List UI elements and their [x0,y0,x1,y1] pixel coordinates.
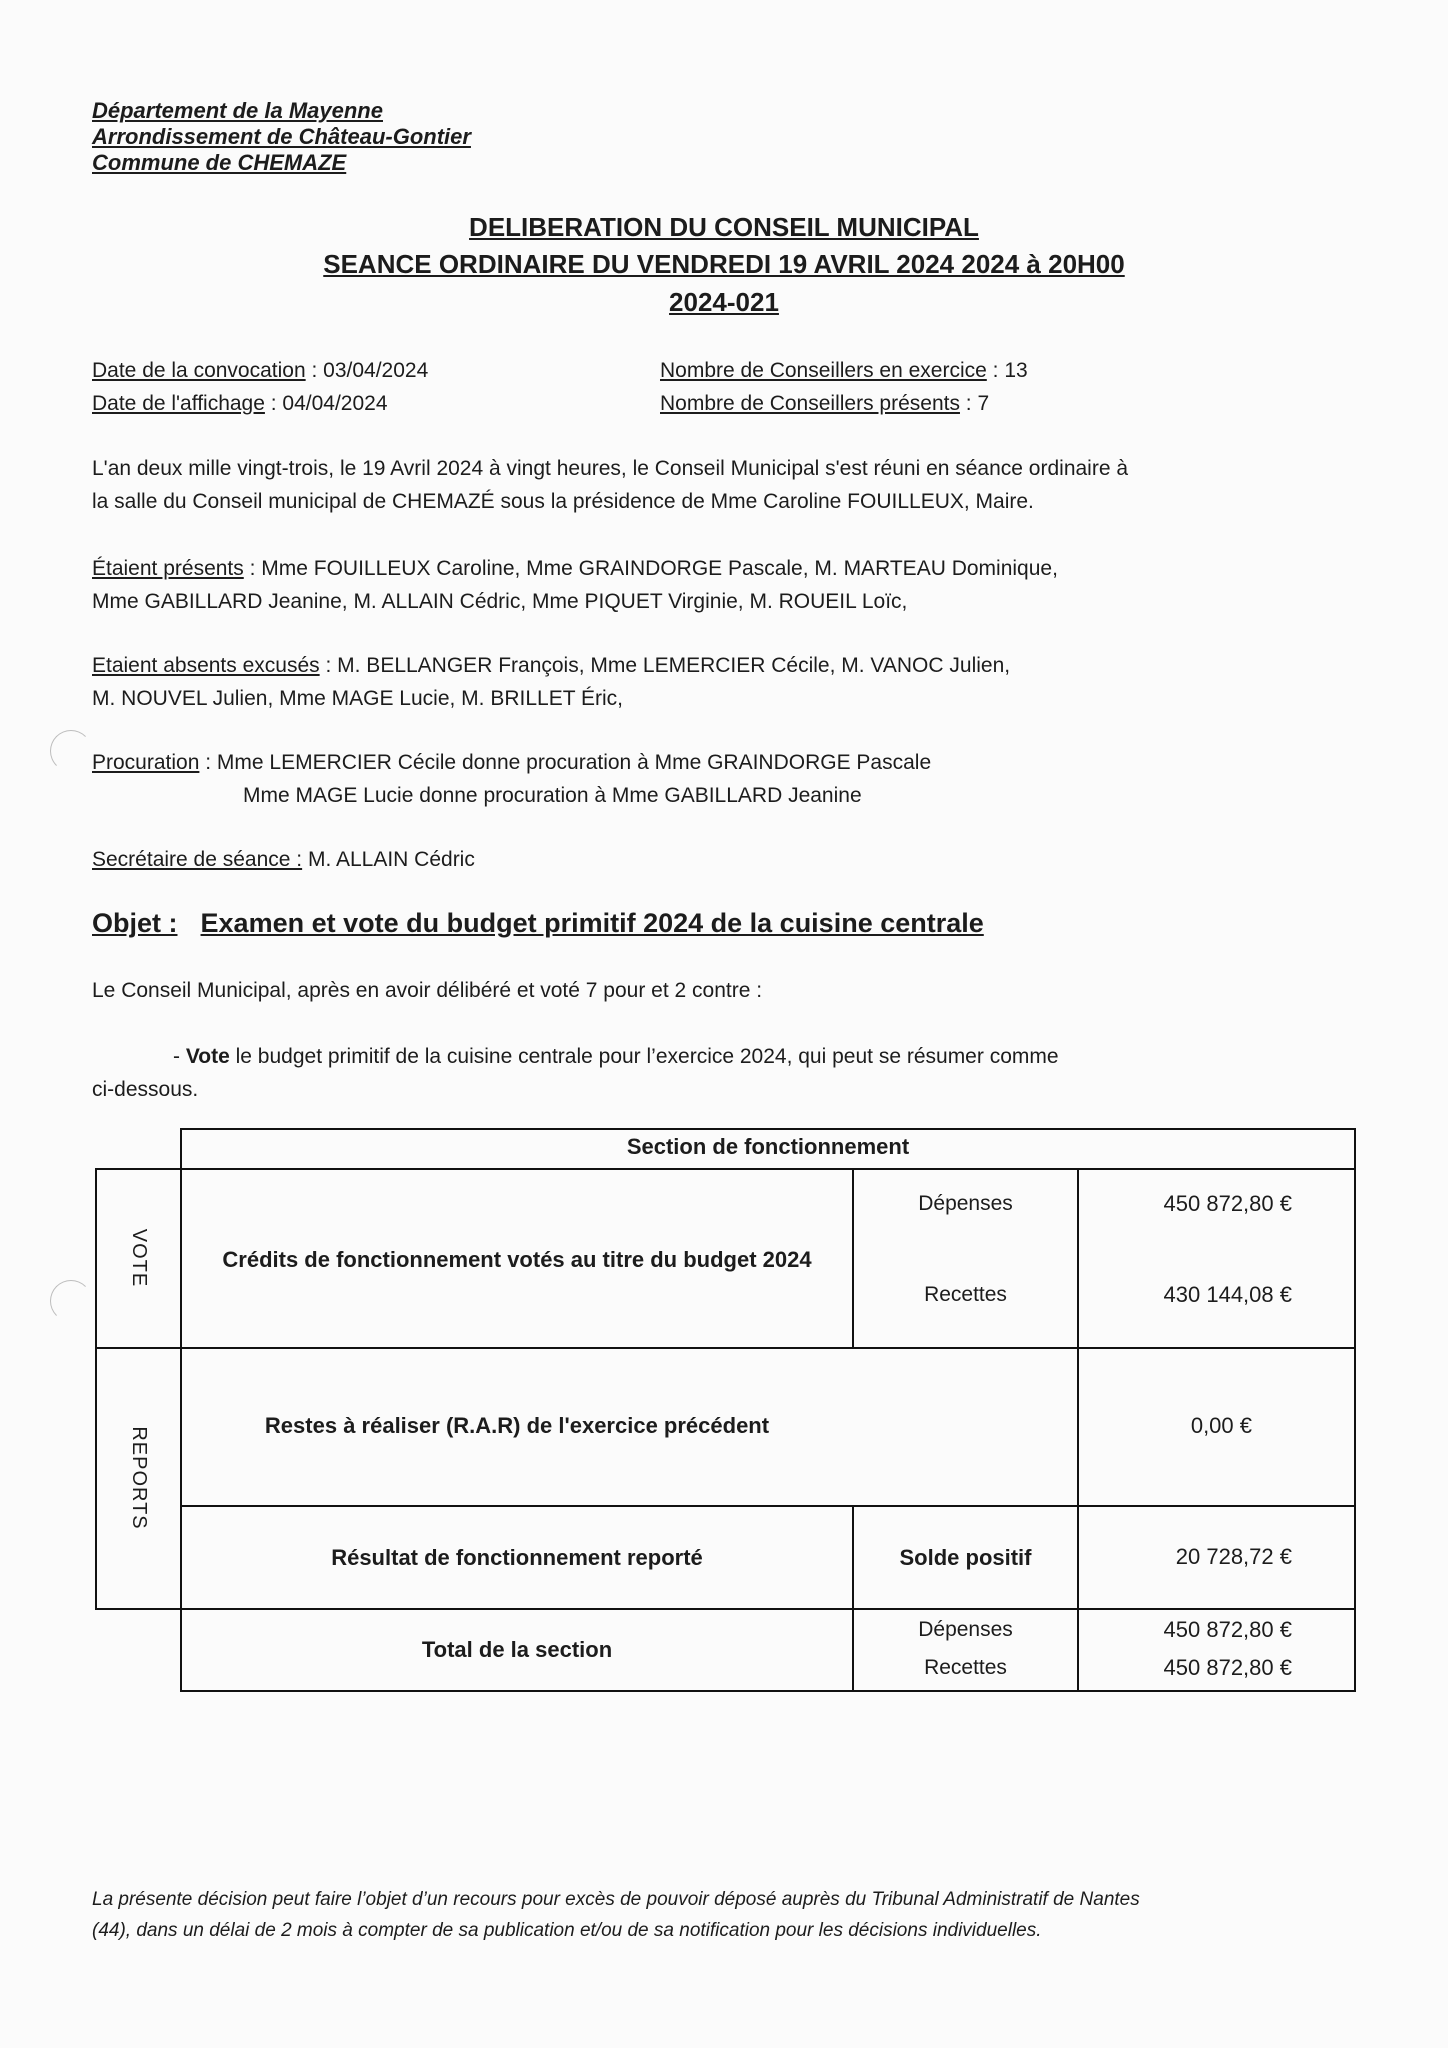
affichage-row [92,387,388,420]
resultat-label: Résultat de fonctionnement reporté [331,1545,703,1570]
total-label: Total de la section [421,1637,613,1662]
presents-line1 [92,552,1058,585]
affichage-value: : 04/04/2024 [264,392,388,415]
footer-line1: La présente décision peut faire l’objet d’un recours pour excès de pouvoir déposé auprès du Tribunal Administratif de Nantes [92,1889,1140,1910]
credits-recettes-label: Recettes [924,1283,1007,1306]
solde-label: Solde positif [899,1545,1032,1570]
table-line [95,1608,1356,1610]
convocation-value: : 03/04/2024 [305,359,429,382]
secretaire-row [92,843,475,876]
title-line2: SEANCE ORDINAIRE DU VENDREDI 19 AVRIL 2024 2024 à 20H00 [323,249,1125,279]
credits-depenses-label: Dépenses [918,1192,1013,1215]
objet-label: Objet : [92,908,178,938]
total-recettes-value: 450 872,80 € [1163,1655,1292,1680]
vote-prefix: - [173,1045,186,1068]
presents-names1: : Mme FOUILLEUX Caroline, Mme GRAINDORGE Pascale, M. MARTEAU Dominique, [243,557,1058,580]
intro-line2: la salle du Conseil municipal de CHEMAZÉ sous la présidence de Mme Caroline FOUILLEUX, Maire. [92,490,1034,513]
total-depenses-value: 450 872,80 € [1163,1617,1292,1642]
presents-line2: Mme GABILLARD Jeanine, M. ALLAIN Cédric, Mme PIQUET Virginie, M. ROUEIL Loïc, [92,590,908,613]
absents-label: Etaient absents excusés [92,654,320,677]
scan-mark [50,730,92,772]
vote-bold: Vote [185,1045,230,1068]
table-line [180,1128,182,1692]
absents-line2: M. NOUVEL Julien, Mme MAGE Lucie, M. BRILLET Éric, [92,687,623,710]
title-number: 2024-021 [669,287,779,317]
section-title: Section de fonctionnement [626,1134,910,1159]
presents-label: Étaient présents [92,557,244,580]
table-line [180,1128,1356,1130]
header-departement: Département de la Mayenne [92,98,383,123]
secretaire-value: M. ALLAIN Cédric [302,848,475,871]
exercice-label: Nombre de Conseillers en exercice [660,359,987,382]
procuration-text1: : Mme LEMERCIER Cécile donne procuration à Mme GRAINDORGE Pascale [199,751,932,774]
procuration-line1 [92,746,931,779]
credits-label: Crédits de fonctionnement votés au titre du budget 2024 [222,1247,812,1272]
table-line [95,1168,1356,1170]
header-commune: Commune de CHEMAZE [92,150,347,175]
total-depenses-label: Dépenses [918,1618,1013,1641]
table-line [1354,1128,1356,1692]
vote-rest: le budget primitif de la cuisine centrale pour l’exercice 2024, qui peut se résumer comme [229,1045,1059,1068]
presents-count-row [660,387,989,420]
credits-depenses-value: 450 872,80 € [1163,1191,1292,1216]
exercice-row [660,354,1028,387]
scan-mark [50,1280,92,1322]
presents-count-label: Nombre de Conseillers présents [660,392,960,415]
header-arrondissement: Arrondissement de Château-Gontier [92,124,471,149]
footer-line2: (44), dans un délai de 2 mois à compter de sa publication et/ou de sa notification pour les décisions individuelles. [92,1920,1042,1941]
vote-side-label: VOTE [128,1228,150,1288]
rar-value: 0,00 € [1190,1413,1252,1438]
vote-line2: ci-dessous. [92,1078,199,1101]
table-line [95,1168,97,1610]
secretaire-label: Secrétaire de séance : [92,848,303,871]
presents-count-value: : 7 [959,392,990,415]
convocation-label: Date de la convocation [92,359,306,382]
absents-names1: : M. BELLANGER François, Mme LEMERCIER Cécile, M. VANOC Julien, [319,654,1011,677]
table-line [180,1505,1356,1507]
reports-side-label: REPORTS [128,1426,150,1530]
resultat-value: 20 728,72 € [1175,1544,1292,1569]
convocation-row [92,354,428,387]
affichage-label: Date de l'affichage [92,392,265,415]
exercice-value: : 13 [986,359,1028,382]
title-line1: DELIBERATION DU CONSEIL MUNICIPAL [469,212,979,242]
intro-line1: L'an deux mille vingt-trois, le 19 Avril 2024 à vingt heures, le Conseil Municipal s'est réuni en séance ordinaire à [92,457,1129,480]
objet-row [92,908,984,939]
procuration-line2: Mme MAGE Lucie donne procuration à Mme GABILLARD Jeanine [243,784,862,807]
absents-line1 [92,649,1010,682]
objet-text: Examen et vote du budget primitif 2024 de la cuisine centrale [200,908,984,938]
table-line [180,1690,1356,1692]
procuration-label: Procuration [92,751,200,774]
rar-label: Restes à réaliser (R.A.R) de l'exercice précédent [264,1413,770,1438]
total-recettes-label: Recettes [924,1656,1007,1679]
decision-line: Le Conseil Municipal, après en avoir délibéré et voté 7 pour et 2 contre : [92,979,763,1002]
vote-line1 [173,1040,1059,1073]
table-line [95,1347,1356,1349]
credits-recettes-value: 430 144,08 € [1163,1282,1292,1307]
